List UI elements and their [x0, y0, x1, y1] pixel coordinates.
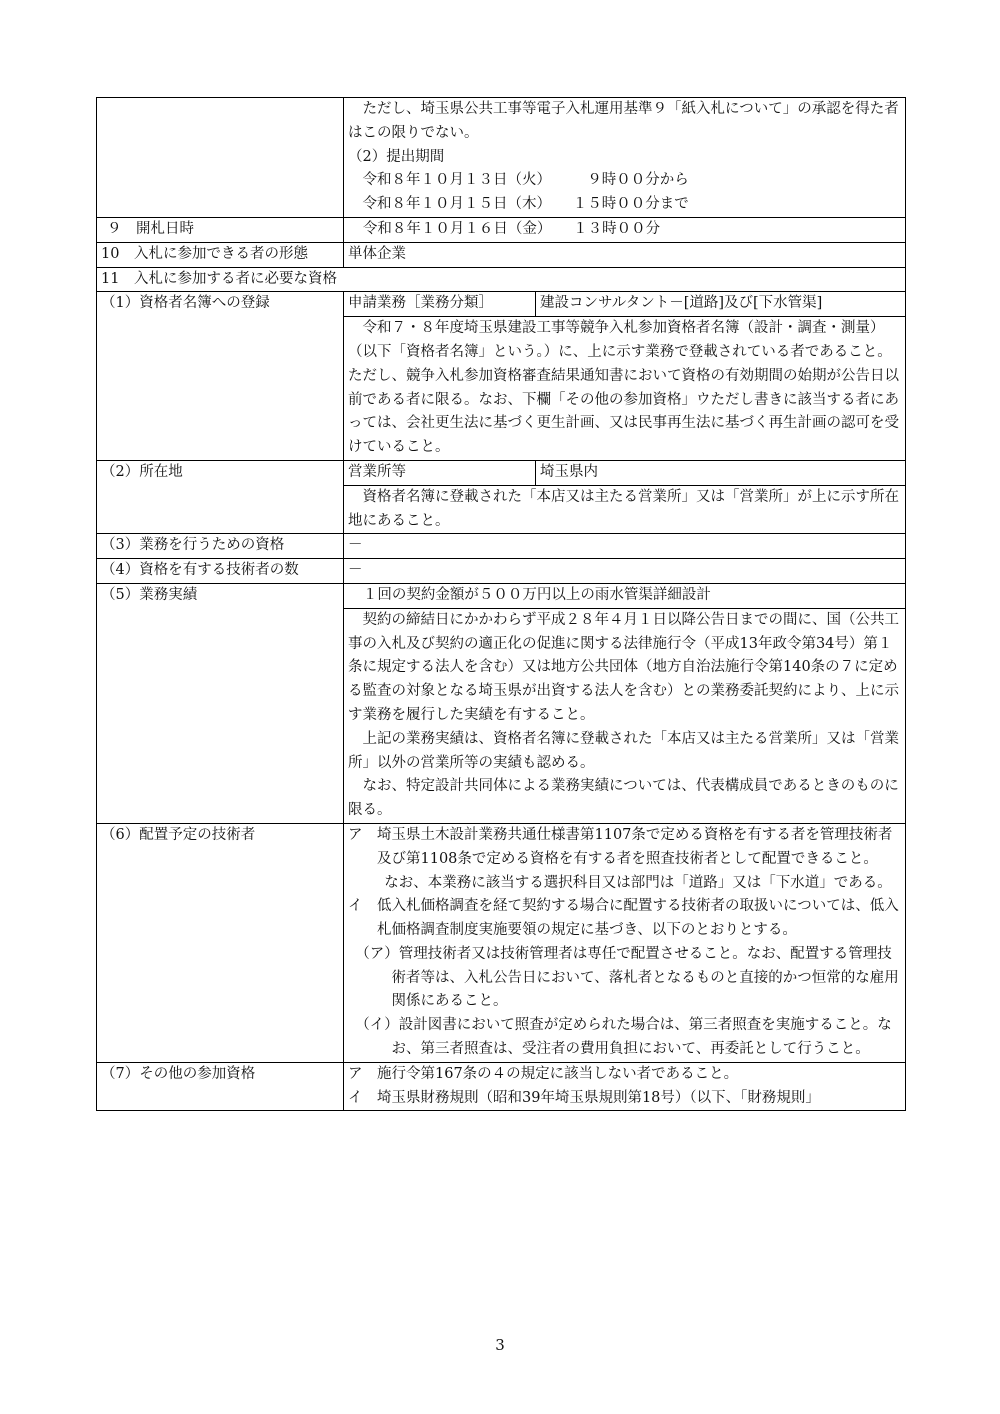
assigned-engineer-cell: [344, 823, 906, 1062]
engineer-item-a-note: なお、本業務に該当する選択科目又は部門は「道路」又は「下水道」である。: [384, 874, 892, 891]
table-row: [97, 583, 906, 608]
other-item-a: ア 施行令第167条の４の規定に該当しない者であること。: [348, 1065, 739, 1082]
table-row: [97, 267, 906, 292]
table-row: [97, 460, 906, 485]
location-label: （2）所在地: [97, 460, 344, 533]
registration-value: 建設コンサルタント－[道路]及び[下水管渠]: [536, 292, 906, 317]
registration-label: （1）資格者名簿への登録: [97, 292, 344, 461]
period-end: 令和８年１０月１５日（木） １５時００分まで: [362, 196, 689, 213]
business-license-value: －: [344, 534, 906, 559]
submission-cell: [344, 98, 906, 218]
registration-key: 申請業務［業務分類］: [344, 292, 536, 317]
track-record-text-cell: [344, 608, 906, 823]
participation-form-label: 10 入札に参加できる者の形態: [97, 242, 344, 267]
location-text: 資格者名簿に登載された「本店又は主たる営業所」又は「営業所」が上に示す所在地にあること。: [348, 488, 899, 529]
assigned-engineer-label: （6）配置予定の技術者: [97, 823, 344, 1062]
empty-label-cell: [97, 98, 344, 218]
engineer-count-value: －: [344, 559, 906, 584]
engineer-item-i: イ 低入札価格調査を経て契約する場合に配置する技術者の取扱いについては、低入札価格調査制度実施要領の規定に基づき、以下のとおりとする。: [348, 898, 899, 939]
opening-date-value: 令和８年１０月１６日（金） １３時００分: [344, 217, 906, 242]
table-row: [97, 98, 906, 218]
table-row: [97, 534, 906, 559]
period-heading: （2）提出期間: [348, 148, 445, 165]
engineer-item-i-i: （イ）設計図書において照査が定められた場合は、第三者照査を実施すること。なお、第三者照査は、受注者の費用負担において、再委託として行うこと。: [355, 1017, 892, 1058]
period-start: 令和８年１０月１３日（火） ９時００分から: [362, 172, 689, 189]
registration-text-cell: [344, 317, 906, 461]
table-row: [97, 559, 906, 584]
track-record-para-2: 上記の業務実績は、資格者名簿に登載された「本店又は主たる営業所」又は「営業所」以外の営業所等の実績も認める。: [348, 730, 899, 771]
table-row: [97, 292, 906, 317]
opening-date-label: ９ 開札日時: [97, 217, 344, 242]
other-qualification-cell: [344, 1062, 906, 1111]
engineer-item-i-a: （ア）管理技術者又は技術管理者は専任で配置させること。なお、配置する管理技術者等は、入札公告日において、落札者となるものと直接的かつ恒常的な雇用関係にあること。: [355, 945, 899, 1010]
engineer-item-a: ア 埼玉県土木設計業務共通仕様書第1107条で定める資格を有する者を管理技術者及び第1108条で定める資格を有する者を照査技術者として配置できること。: [348, 826, 893, 867]
track-record-para-3: なお、特定設計共同体による業務実績については、代表構成員であるときのものに限る。: [348, 778, 899, 819]
participation-form-value: 単体企業: [344, 242, 906, 267]
page-number: 3: [495, 1336, 505, 1354]
paper-bid-exception: ただし、埼玉県公共工事等電子入札運用基準９「紙入札について」の承認を得た者はこの限りでない。: [348, 101, 899, 141]
table-row: [97, 217, 906, 242]
business-license-label: （3）業務を行うための資格: [97, 534, 344, 559]
location-text-cell: [344, 485, 906, 534]
track-record-value: １回の契約金額が５００万円以上の雨水管渠詳細設計: [344, 583, 906, 608]
table-row: [97, 823, 906, 1062]
track-record-para-1: 契約の締結日にかかわらず平成２８年４月１日以降公告日までの間に、国（公共工事の入札及び契約の適正化の促進に関する法律施行令（平成13年政令第34号）第１条に規定する法人を含む）又は地方公共団体（地方自治法施行令第140条の７に定める監査の対象となる埼玉県が出資する法人を含む）との業務委託契約により、上に示す業務を履行した実績を有すること。: [348, 611, 899, 723]
location-key: 営業所等: [344, 460, 536, 485]
table-row: [97, 242, 906, 267]
registration-text: 令和７・８年度埼玉県建設工事等競争入札参加資格者名簿（設計・調査・測量）（以下「資格者名簿」という。）に、上に示す業務で登載されている者であること。ただし、競争入札参加資格審査結果通知書において資格の有効期間の始期が公告日以前である者に限る。なお、下欄「その他の参加資格」ウただし書きに該当する者にあっては、会社更生法に基づく更生計画、又は民事再生法に基づく再生計画の認可を受けていること。: [348, 320, 899, 456]
table-row: [97, 1062, 906, 1111]
engineer-count-label: （4）資格を有する技術者の数: [97, 559, 344, 584]
other-qualification-label: （7）その他の参加資格: [97, 1062, 344, 1111]
track-record-label: （5）業務実績: [97, 583, 344, 823]
location-value: 埼玉県内: [536, 460, 906, 485]
other-item-i: イ 埼玉県財務規則（昭和39年埼玉県規則第18号）（以下、「財務規則」: [348, 1089, 820, 1106]
conditions-table: [96, 97, 906, 1111]
qualification-heading: 11 入札に参加する者に必要な資格: [97, 267, 906, 292]
